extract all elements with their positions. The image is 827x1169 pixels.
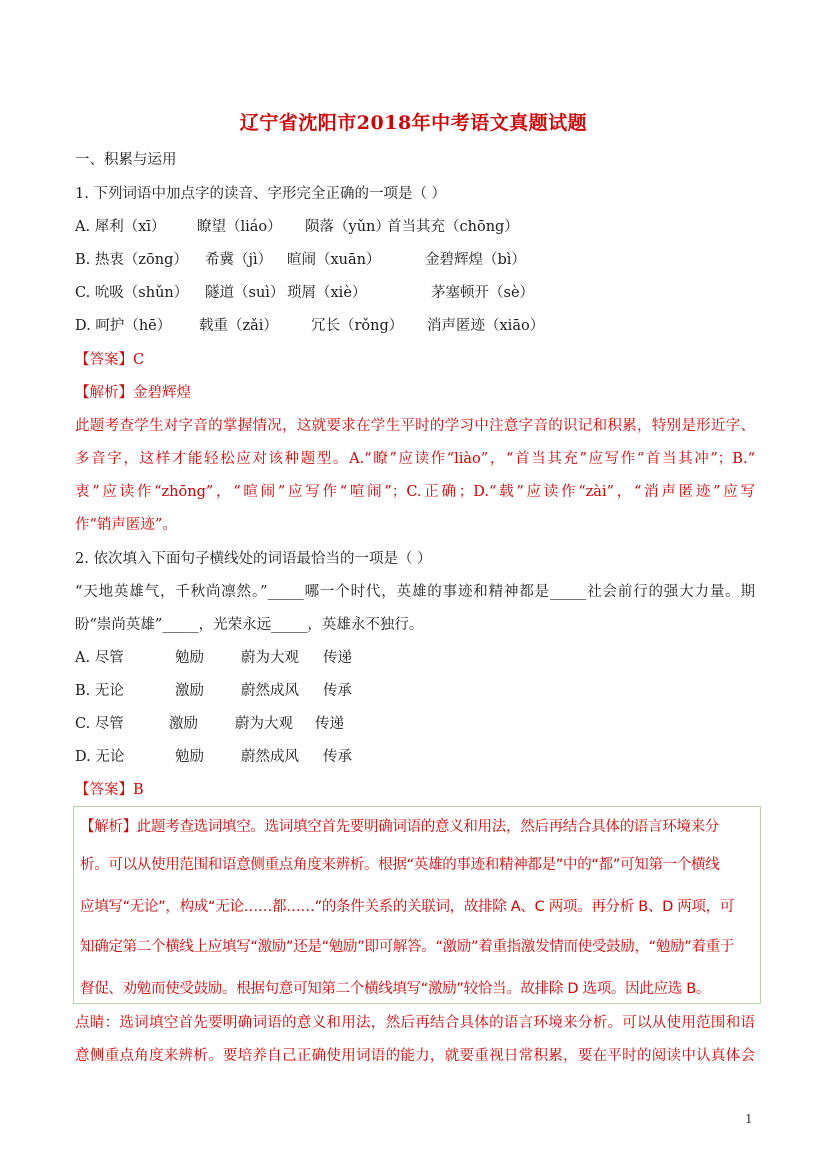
section-heading: 一、积累与运用 [75, 152, 177, 168]
q2-analysis-line: 知确定第二个横线上应填写“激励”还是“勉励”即可解答。“激励”着重指激发情而使受鼓励，“勉励”着重于 [80, 939, 735, 955]
q2-passage-line: “天地英雄气，千秋尚凛然。”_____哪一个时代，英雄的事迹和精神都是_____社会前行的强大力量。期 [75, 584, 755, 600]
q1-option-b: B. 热衷（zōng） 希冀（jì） 暄闹（xuān） 金碧辉煌（bì） [75, 252, 526, 268]
q1-option-c: C. 吮吸（shǔn） 隧道（suì） 琐屑（xiè） 茅塞顿开（sè） [75, 285, 535, 301]
q2-tips-line: 点睛：选词填空首先要明确词语的意义和用法，然后再结合具体的语言环境来分析。可以从使用范围和语 [75, 1015, 755, 1031]
q2-analysis-box [73, 806, 761, 1004]
q2-analysis-line: 督促、劝勉而使受鼓励。根据句意可知第二个横线填写“激励”较恰当。故排除 D 选项。因此应选 B。 [80, 981, 711, 997]
q1-analysis-line: 此题考查学生对字音的掌握情况，这就要求在学生平时的学习中注意字音的识记和积累，特别是形近字、 [75, 418, 755, 434]
q2-analysis-line: 【解析】此题考查选词填空。选词填空首先要明确词语的意义和用法，然后再结合具体的语言环境来分 [80, 819, 719, 835]
q2-tips-line: 意侧重点角度来辨析。要培养自己正确使用词语的能力，就要重视日常积累，要在平时的阅读中认真体会 [75, 1048, 755, 1064]
q2-answer: 【答案】B [75, 782, 144, 798]
q1-analysis-line: 衷”应读作“zhōng”，“暄闹”应写作“喧闹”；C.正确；D.“载”应读作“zài”，“消声匿迹”应写 [75, 484, 755, 500]
q1-analysis-line: 多音字，这样才能轻松应对该种题型。A.“瞭”应读作“liào”，“首当其充”应写作“首当其冲”；B.“ [75, 451, 755, 467]
q2-option-b: B. 无论 激励 蔚然成风 传承 [75, 683, 352, 699]
q2-option-d: D. 无论 勉励 蔚然成风 传承 [75, 749, 352, 765]
q1-answer: 【答案】C [75, 352, 145, 368]
page-number: 1 [745, 1112, 753, 1126]
page-title: 辽宁省沈阳市2018年中考语文真题试题 [239, 112, 588, 134]
question-2-stem: 2. 依次填入下面句子横线处的词语最恰当的一项是（ ） [75, 551, 432, 567]
q1-option-d: D. 呵护（hē） 载重（zǎi） 冗长（rǒng） 消声匿迹（xiāo） [75, 318, 545, 334]
q2-analysis-line: 析。可以从使用范围和语意侧重点角度来辨析。根据“英雄的事迹和精神都是”中的“都”可知第一个横线 [80, 857, 720, 873]
q2-analysis-line: 应填写“无论”，构成“无论……都……”的条件关系的关联词，故排除 A、C 两项。再分析 B、D 两项，可 [80, 899, 735, 915]
q2-option-a: A. 尽管 勉励 蔚为大观 传递 [75, 650, 352, 666]
q2-option-c: C. 尽管 激励 蔚为大观 传递 [75, 716, 344, 732]
q1-analysis-heading: 【解析】金碧辉煌 [75, 385, 191, 401]
q2-passage-line: 盼“崇尚英雄”_____，光荣永远_____，英雄永不独行。 [75, 617, 424, 633]
q1-analysis-line: 作“销声匿迹”。 [75, 517, 177, 533]
question-1-stem: 1. 下列词语中加点字的读音、字形完全正确的一项是（ ） [75, 186, 447, 202]
q1-option-a: A. 犀利（xī） 瞭望（liáo） 陨落（yǔn）首当其充（chōng） [75, 219, 519, 235]
